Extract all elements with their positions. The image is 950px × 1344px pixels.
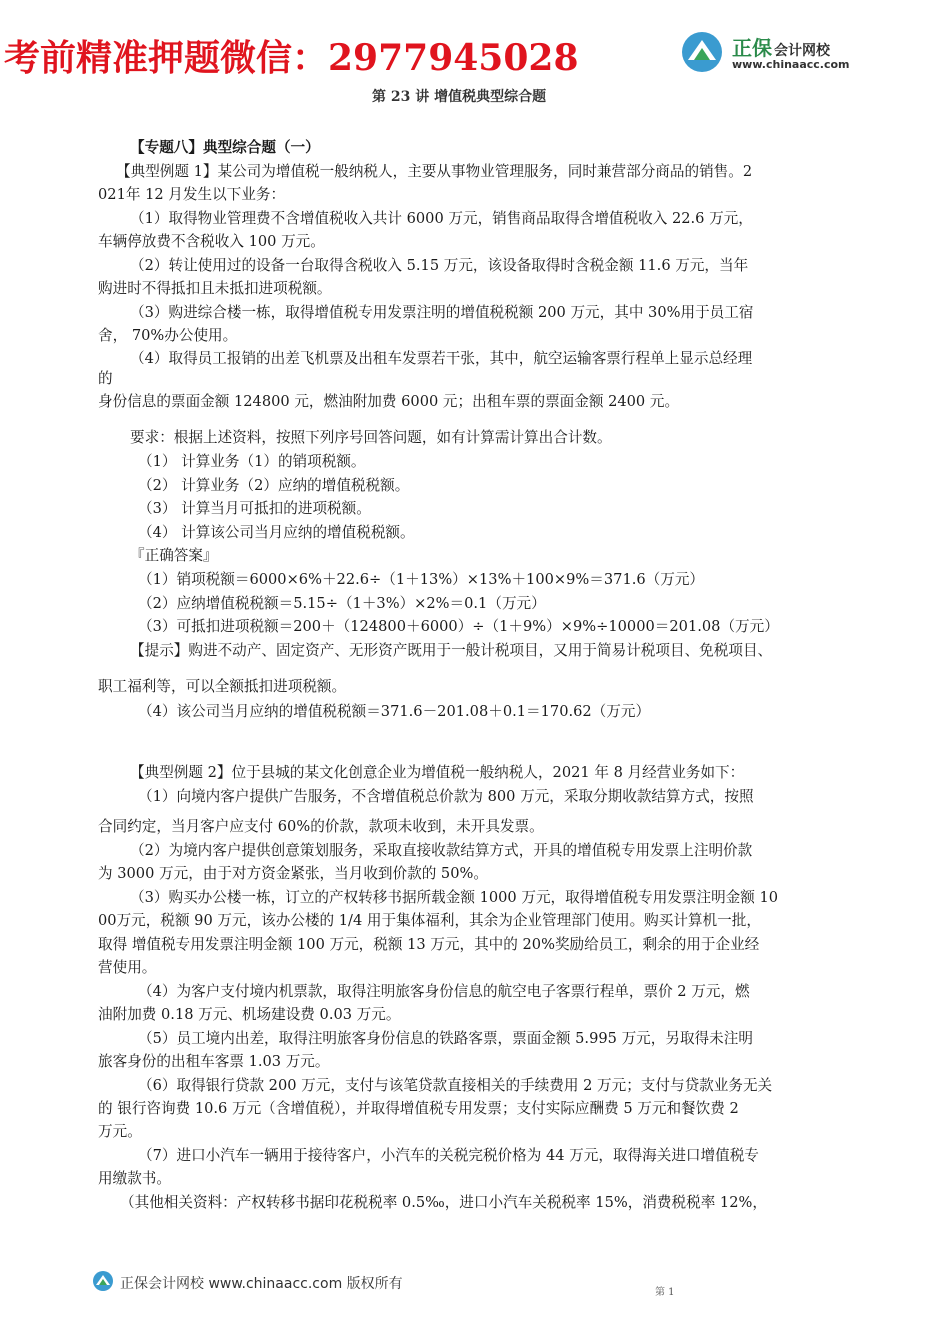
example1-line: 【典型例题 1】某公司为增值税一般纳税人，主要从事物业管理服务，同时兼营部分商品的销售。2 — [116, 163, 753, 180]
example1-line: （4）取得员工报销的出差飞机票及出租车发票若干张，其中，航空运输客票行程单上显示总经理 — [130, 350, 753, 367]
brand-logo[interactable] — [680, 30, 880, 80]
requirement-item: （1） 计算业务（1）的销项税额。 — [138, 453, 366, 470]
example2-line: 营使用。 — [98, 959, 157, 976]
answer-item: （3）可抵扣进项税额＝200＋（124800＋6000）÷（1＋9%）×9%÷10000＝201.08（万元） — [138, 618, 779, 635]
example2-line: 的 银行咨询费 10.6 万元（含增值税），并取得增值税专用发票；支付实际应酬费 5 万元和餐饮费 2 — [98, 1100, 739, 1117]
example1-line: （3）购进综合楼一栋，取得增值税专用发票注明的增值税税额 200 万元，其中 30%用于员工宿 — [130, 304, 754, 321]
example1-line: 车辆停放费不含税收入 100 万元。 — [98, 233, 325, 250]
header-banner: 考前精准押题微信：2977945028 — [4, 37, 579, 79]
example1-line: （1）取得物业管理费不含增值税收入共计 6000 万元，销售商品取得含增值税收入 22.6 万元， — [130, 210, 753, 227]
example2-line: （2）为境内客户提供创意策划服务，采取直接收款结算方式，开具的增值税专用发票上注明价款 — [130, 842, 753, 859]
requirement-item: （3） 计算当月可抵扣的进项税额。 — [138, 500, 371, 517]
example2-line: 用缴款书。 — [98, 1170, 171, 1187]
answer-item: （1）销项税额＝6000×6%＋22.6÷（1＋13%）×13%＋100×9%＝371.6（万元） — [138, 571, 705, 588]
example2-line: 旅客身份的出租车客票 1.03 万元。 — [98, 1053, 330, 1070]
example2-item1-cut: （1）向境内客户提供广告服务，不含增值税总价款为 800 万元，采取分期收款结算方式，按照 — [0, 787, 950, 795]
example2-intro: 【典型例题 2】位于县城的某文化创意企业为增值税一般纳税人，2021 年 8 月经营业务如下： — [130, 764, 745, 781]
hint-cut-line: 职工福利等，可以全额抵扣进项税额。 — [0, 685, 950, 695]
answer-item: （2）应纳增值税税额＝5.15÷（1＋3%）×2%＝0.1（万元） — [138, 595, 546, 612]
page-number-partial: 第 1 — [655, 1287, 675, 1298]
answer4-cut-line: （4）该公司当月应纳的增值税税额＝371.6－201.08＋0.1＝170.62（万元） — [0, 711, 950, 719]
requirement-item: （2） 计算业务（2）应纳的增值税税额。 — [138, 477, 410, 494]
answer-label: 『正确答案』 — [130, 547, 218, 564]
logo-emblem-icon — [680, 30, 724, 74]
example1-line: 购进时不得抵扣且未抵扣进项税额。 — [98, 280, 332, 297]
example1-cut-line: 身份信息的票面金额 124800 元，燃油附加费 6000 元；出租车票的票面金额 2400 元。 — [0, 392, 950, 406]
example2-line: 为 3000 万元，由于对方资金紧张，当月收到价款的 50%。 — [98, 865, 488, 882]
example2-line: 取得 增值税专用发票注明金额 100 万元，税额 13 万元，其中的 20%奖励给员工，剩余的用于企业经 — [98, 936, 760, 953]
example1-line: 的 — [98, 370, 113, 387]
example2-line: （4）为客户支付境内机票款，取得注明旅客身份信息的航空电子客票行程单，票价 2 万元，燃 — [138, 983, 750, 1000]
hint: 【提示】购进不动产、固定资产、无形资产既用于一般计税项目，又用于简易计税项目、免税项目、 — [130, 642, 773, 659]
example1-line: （2）转让使用过的设备一台取得含税收入 5.15 万元，该设备取得时含税金额 11.6 万元，当年 — [130, 257, 749, 274]
logo-name: 正保 会计网校 — [732, 36, 830, 60]
example2-line: （7）进口小汽车一辆用于接待客户，小汽车的关税完税价格为 44 万元，取得海关进口增值税专 — [138, 1147, 759, 1164]
example2-line: 合同约定，当月客户应支付 60%的价款，款项未收到，未开具发票。 — [98, 818, 544, 835]
example1-line: 021年 12 月发生以下业务： — [98, 186, 286, 203]
requirements-intro: 要求：根据上述资料，按照下列序号回答问题，如有计算需计算出合计数。 — [130, 429, 612, 446]
header-title-cut: 第 23 讲 增值税典型综合题 — [0, 84, 950, 96]
footer-copyright: 正保会计网校 www.chinaacc.com 版权所有 — [120, 1276, 403, 1292]
example2-line: （其他相关资料：产权转移书据印花税税率 0.5‰，进口小汽车关税税率 15%，消费税税率 12%， — [120, 1194, 767, 1211]
example2-line: 万元。 — [98, 1123, 142, 1140]
example2-line: （6）取得银行贷款 200 万元，支付与该笔贷款直接相关的手续费用 2 万元；支付与贷款业务无关 — [138, 1077, 773, 1094]
example2-line: （3）购买办公楼一栋，订立的产权转移书据所载金额 1000 万元，取得增值税专用发票注明金额 10 — [130, 889, 779, 906]
example2-line: 00万元，税额 90 万元，该办公楼的 1/4 用于集体福利，其余为企业管理部门使用。购买计算机一批， — [98, 912, 761, 929]
example1-line: 舍， 70%办公使用。 — [98, 327, 238, 344]
section-title: 【专题八】典型综合题（一） — [130, 139, 320, 156]
example2-line: 油附加费 0.18 万元、机场建设费 0.03 万元。 — [98, 1006, 401, 1023]
example2-line: （5）员工境内出差，取得注明旅客身份信息的铁路客票，票面金额 5.995 万元，另取得未注明 — [138, 1030, 753, 1047]
footer-logo-icon — [92, 1270, 114, 1292]
logo-url: www.chinaacc.com — [732, 58, 850, 71]
requirement-item: （4） 计算该公司当月应纳的增值税税额。 — [138, 524, 415, 541]
